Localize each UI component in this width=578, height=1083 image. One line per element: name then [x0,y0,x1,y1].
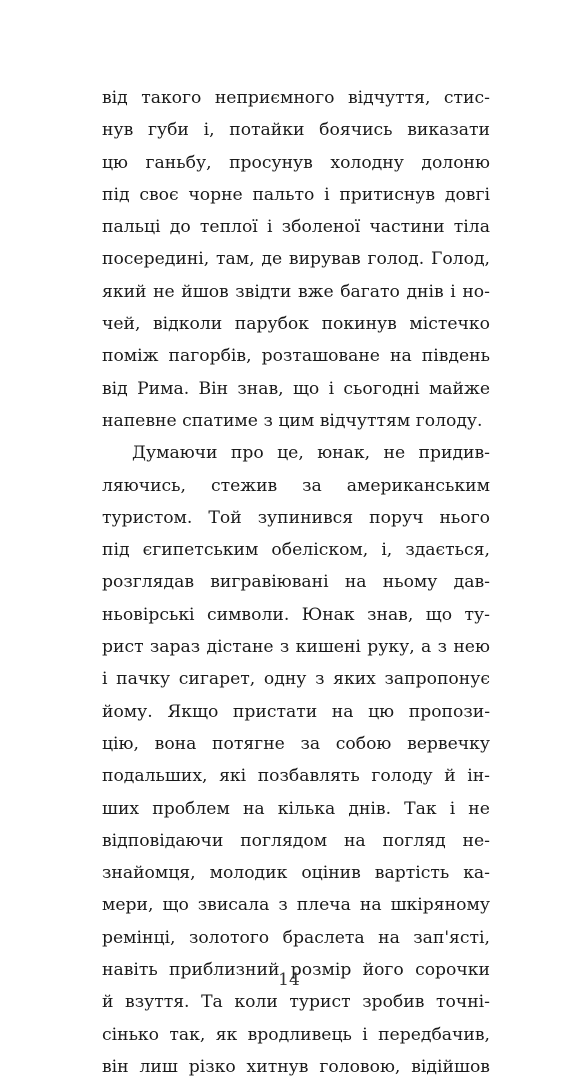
word: покинув [321,314,397,335]
word: вирував [288,249,361,270]
word: зробив [362,992,425,1013]
word: яких [333,669,376,690]
word: на [331,701,354,722]
word: вервечку [407,733,490,754]
word: і [450,281,456,302]
word: чей, [102,314,141,335]
text-line [102,760,490,792]
word: мери, [102,895,154,916]
word: сигарет, [178,669,256,690]
word: про [230,443,264,464]
word: нього [439,507,490,528]
word: холодну [330,152,404,173]
word: долоню [421,152,490,173]
word: лиш [139,1056,178,1077]
word: і [267,217,273,238]
word: не [383,443,406,464]
word: і, [381,540,393,561]
word: розмір [290,960,352,981]
word: розглядав [102,572,194,593]
word: розташоване [261,346,380,367]
word: йшов [181,281,229,302]
word: і [102,669,108,690]
word: вона [154,733,197,754]
word: притиснув [339,184,436,205]
word: не- [462,830,490,851]
text-line [102,922,490,954]
word: чорне [188,184,243,205]
word: днів. [348,798,392,819]
word: зараз [149,637,201,658]
word: точні- [435,992,490,1013]
word: довгі [444,184,490,205]
word: хитнув [246,1056,309,1077]
text-line [102,211,490,243]
word: виказати [407,120,490,141]
word: й [102,992,114,1013]
word: Рима. [137,378,190,399]
word: запропонує [384,669,490,690]
word: губи [147,120,189,141]
word: сінько [102,1024,160,1045]
word: містечко [409,314,490,335]
word: відійшов [411,1056,490,1077]
word: ньовірські [102,604,195,625]
word: просунув [229,152,313,173]
word: ту- [464,604,490,625]
word: коли [234,992,278,1013]
word: пристати [232,701,318,722]
text-line [102,696,490,728]
word: цю [102,152,129,173]
word: знав, [367,604,414,625]
word: ка- [463,863,490,884]
word: проблем [152,798,230,819]
word: браслета [282,927,365,948]
word: вродливець [247,1024,352,1045]
word: це, [277,443,304,464]
word: як [215,1024,238,1045]
text-line [102,147,490,179]
word: і [449,798,456,819]
word: нею [453,637,490,658]
word: поглядом [240,830,328,851]
word: одну [263,669,307,690]
word: Якщо [167,701,219,722]
text-line [102,793,490,825]
word: звисала [197,895,270,916]
word: він [102,1056,129,1077]
word: плеча [296,895,351,916]
word: що [292,378,320,399]
word: приблизний [169,960,280,981]
word: погляд [382,830,446,851]
word: зупинився [257,507,354,528]
word: пальто [252,184,315,205]
word: під [102,540,130,561]
word: і [328,378,335,399]
text-line [102,728,490,760]
word: де [261,249,283,270]
word: майже [428,378,490,399]
word: дав- [453,572,490,593]
word: голоду. [415,410,483,431]
word: зболеної [281,217,361,238]
text-line [102,534,490,566]
word: цим [278,410,315,431]
page-number: 14 [278,970,300,990]
word: так, [169,1024,206,1045]
word: сорочки [415,960,490,981]
word: що [162,895,189,916]
word: і, [203,120,215,141]
word: Та [201,992,223,1013]
word: оцінив [301,863,361,884]
text-line [102,179,490,211]
word: своє [139,184,179,205]
word: обеліском, [271,540,369,561]
word: вже [297,281,334,302]
body-text [102,82,490,1083]
text-line [102,114,490,146]
word: потайки [229,120,305,141]
word: знав, [237,378,284,399]
text-line [102,1019,490,1051]
word: йому. [102,701,153,722]
word: з [278,895,288,916]
word: голоду [371,766,433,787]
word: багато [340,281,400,302]
word: Той [208,507,242,528]
word: американським [346,475,490,496]
word: туристом. [102,507,193,528]
word: стис- [443,88,490,108]
word: на [344,572,367,593]
word: передбачив, [378,1024,490,1045]
word: вартість [374,863,450,884]
word: днів [406,281,444,302]
text-line [102,566,490,598]
word: придив- [418,443,490,464]
text-line [102,502,490,534]
word: посередині, [102,249,210,270]
word: з [437,637,447,658]
text-line [102,373,490,405]
text-line [102,243,490,275]
word: що [425,604,453,625]
word: собою [335,733,392,754]
word: пропози- [408,701,490,722]
word: ляючись, [102,475,186,496]
word: цю [368,701,395,722]
word: Так [404,798,437,819]
word: знайомця, [102,863,196,884]
word: но- [462,281,490,302]
word: ньому [382,572,438,593]
word: голод. [367,249,425,270]
word: рист [102,637,144,658]
word: звідти [235,281,292,302]
word: тіла [453,217,490,238]
word: напевне [102,410,177,431]
word: Голод, [430,249,490,270]
word: до [169,217,191,238]
word: ших [102,798,140,819]
word: від [102,88,128,108]
word: пагорбів, [168,346,252,367]
word: з [315,669,325,690]
word: неприємного [214,88,335,108]
word: з [279,637,290,658]
word: дістане [206,637,274,658]
word: пальці [102,217,161,238]
word: кишені [295,637,361,658]
word: Він [198,378,229,399]
word: сьогодні [343,378,420,399]
word: взуття. [125,992,190,1013]
word: спатиме [182,410,258,431]
word: і [324,184,330,205]
word: відчуття, [347,88,431,108]
word: такого [141,88,202,108]
word: цію, [102,733,139,754]
word: ремінці, [102,927,176,948]
text-line [102,340,490,372]
word: південь [421,346,490,367]
word: поруч [369,507,424,528]
word: його [362,960,404,981]
word: ін- [467,766,490,787]
word: за [302,475,322,496]
word: позбавлять [257,766,360,787]
word: стежив [210,475,278,496]
text-line [102,663,490,695]
word: частини [369,217,445,238]
word: відповідаючи [102,830,224,851]
word: за [300,733,321,754]
word: відчуттям [319,410,411,431]
word: Юнак [301,604,355,625]
word: на [390,346,412,367]
word: які [219,766,247,787]
word: на [343,830,366,851]
text-line [102,889,490,921]
word: головою, [319,1056,401,1077]
word: і [362,1024,368,1045]
word: не [468,798,490,819]
word: здається, [405,540,490,561]
word: зап'ясті, [413,927,490,948]
word: а [421,637,432,658]
word: єгипетським [142,540,259,561]
word: символи. [206,604,290,625]
text-line [102,405,490,437]
word: з [263,410,273,431]
text-line [102,308,490,340]
word: Думаючи [132,443,218,464]
word: відколи [153,314,223,335]
word: боячись [319,120,393,141]
text-line [102,986,490,1018]
word: пачку [116,669,171,690]
word: на [359,895,382,916]
text-line [102,276,490,308]
word: від [102,378,128,399]
word: руку, [367,637,415,658]
word: теплої [199,217,258,238]
word: не [153,281,175,302]
text-line [102,825,490,857]
word: на [378,927,400,948]
word: подальших, [102,766,208,787]
word: шкіряному [390,895,490,916]
word: на [242,798,265,819]
text-line [102,857,490,889]
text-line [102,631,490,663]
word: під [102,184,130,205]
text-line [102,437,490,469]
word: парубок [234,314,310,335]
word: вигравіювані [210,572,329,593]
word: й [444,766,456,787]
word: турист [289,992,351,1013]
text-line [102,470,490,502]
word: юнак, [317,443,371,464]
word: золотого [188,927,270,948]
word: кілька [277,798,336,819]
text-line [102,82,490,114]
word: нув [102,120,134,141]
word: який [102,281,147,302]
word: молодик [209,863,288,884]
word: поміж [102,346,159,367]
word: там, [216,249,255,270]
word: потягне [212,733,285,754]
word: різко [188,1056,236,1077]
text-line [102,599,490,631]
word: ганьбу, [145,152,212,173]
text-line [102,1051,490,1083]
word: навіть [102,960,158,981]
